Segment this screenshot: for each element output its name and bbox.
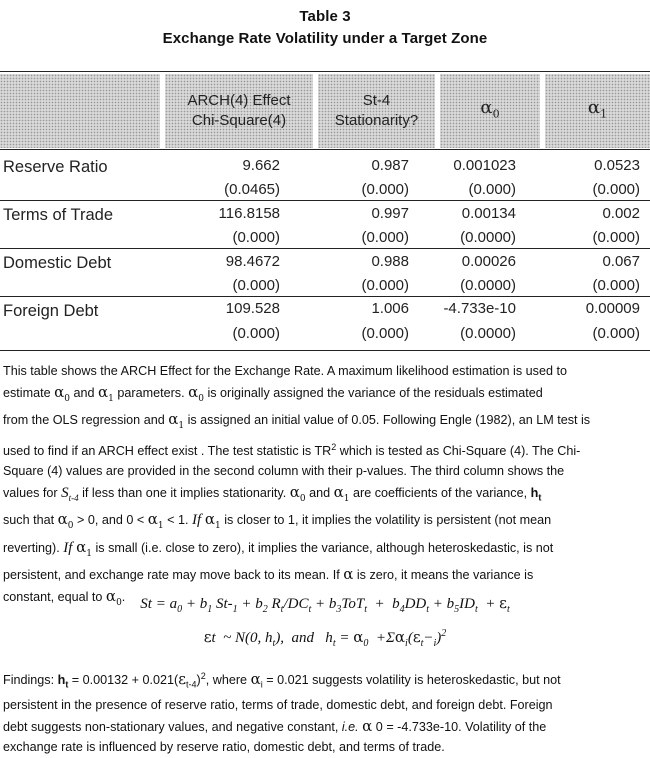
cell-pvalue: (0.000) <box>361 325 409 342</box>
table-number: Table 3 <box>299 8 351 25</box>
cell-pvalue: (0.000) <box>232 277 280 294</box>
cell-value: 0.987 <box>371 157 409 174</box>
cell-value: 0.001023 <box>453 157 516 174</box>
note-line: constant, equal to $\alpha_0$. <box>3 586 126 608</box>
header-alpha0-symbol: $\alpha_0$ <box>480 96 500 121</box>
cell-value: 9.662 <box>242 157 280 174</box>
cell-pvalue: (0.000) <box>232 229 280 246</box>
cell-pvalue: (0.000) <box>361 181 409 198</box>
row-separator <box>0 200 650 201</box>
note-line: values for $S_{t-4}$ if less than one it implies stationarity. $\alpha_0$ and $\alpha_1$ are coefficients of the variance, $h_t$ <box>3 482 542 504</box>
cell-pvalue: (0.000) <box>468 181 516 198</box>
note-line: estimate $\alpha_0$ and $\alpha_1$ parameters. $\alpha_0$ is originally assigned the variance of the residuals estimated <box>3 382 543 404</box>
header-bottom-rule <box>0 149 650 150</box>
row-label-domestic-debt: Domestic Debt <box>3 254 112 272</box>
note-line: from the OLS regression and $\alpha_1$ is assigned an initial value of 0.05. Following Engle (1982), an LM test is <box>3 410 591 431</box>
row-label-foreign-debt: Foreign Debt <box>3 302 99 320</box>
cell-value: 0.067 <box>602 253 640 270</box>
note-line: reverting). If $\alpha_1$ is small (i.e. close to zero), it implies the variance, although heteroskedastic, is not <box>3 537 554 559</box>
cell-value: 109.528 <box>225 300 280 317</box>
mean-equation: $St = a_0 + b_1$ $St-_1 + b_2$ $R_t/DC_t + b_3ToT_t + b_4DD_t + b_5ID_t + \varepsilon_t$ <box>140 594 510 615</box>
cell-value: 1.006 <box>371 300 409 317</box>
cell-pvalue: (0.000) <box>361 229 409 246</box>
table-note <box>3 361 643 613</box>
cell-value: -4.733e-10 <box>443 300 516 317</box>
note-line: Square (4) values are provided in the second column with their p-values. The third column shows the <box>3 464 565 479</box>
table-bottom-rule <box>0 350 650 351</box>
cell-value: 0.988 <box>371 253 409 270</box>
cell-value: 0.00009 <box>585 300 640 317</box>
cell-pvalue: (0.000) <box>232 325 280 342</box>
cell-pvalue: (0.000) <box>592 229 640 246</box>
cell-pvalue: (0.000) <box>592 181 640 198</box>
row-label-terms-of-trade: Terms of Trade <box>3 206 114 224</box>
header-alpha0 <box>440 74 540 148</box>
cell-pvalue: (0.000) <box>592 325 640 342</box>
row-label-reserve-ratio: Reserve Ratio <box>3 158 108 176</box>
header-alpha1-symbol: $\alpha_1$ <box>587 96 608 121</box>
findings <box>3 666 643 758</box>
cell-pvalue: (0.0000) <box>460 277 516 294</box>
row-separator <box>0 248 650 249</box>
findings-line: persistent in the presence of reserve ratio, terms of trade, domestic debt, and foreign debt. Foreign <box>3 698 553 713</box>
header-arch-line1: ARCH(4) Effect <box>187 92 291 109</box>
header-st-line2: Stationarity? <box>334 112 419 129</box>
cell-pvalue: (0.000) <box>361 277 409 294</box>
header-arch-effect <box>165 74 313 148</box>
cell-pvalue: (0.000) <box>592 277 640 294</box>
findings-line: exchange rate is influenced by reserve ratio, domestic debt, and terms of trade. <box>3 740 445 755</box>
header-arch-line2: Chi-Square(4) <box>191 112 287 129</box>
note-line: used to find if an ARCH effect exist . The test statistic is $TR^2$ which is tested as Chi-Square (4). The Chi- <box>3 441 581 458</box>
table-title: Exchange Rate Volatility under a Target Zone <box>162 30 488 47</box>
header-blank-cell <box>0 74 160 148</box>
cell-value: 0.00134 <box>461 205 516 222</box>
header-st-line1: St-4 <box>362 92 391 109</box>
cell-pvalue: (0.0000) <box>460 229 516 246</box>
cell-value: 98.4672 <box>225 253 280 270</box>
findings-line: debt suggests non-stationary values, and negative constant, i.e. α 0 = -4.733e-10. Volatility of the <box>3 716 547 735</box>
header-alpha1 <box>545 74 650 148</box>
cell-value: 0.0523 <box>594 157 640 174</box>
header-stationarity <box>318 74 435 148</box>
note-line: This table shows the ARCH Effect for the Exchange Rate. A maximum likelihood estimation is used to <box>3 364 567 378</box>
cell-value: 116.8158 <box>218 205 280 222</box>
row-separator <box>0 296 650 297</box>
variance-equation: εt ~ N(0, $h_t$), and $h_t = \alpha_0 +\Sigma\alpha_i(\varepsilon_t-_i)^2$ <box>203 628 447 649</box>
cell-value: 0.00026 <box>461 253 516 270</box>
note-line: such that $\alpha_0 > 0$, and $0 < \alpha_1 < 1$. If $\alpha_1$ is closer to 1, it implies the volatility is persistent (not mean <box>3 510 552 532</box>
cell-pvalue: (0.0000) <box>460 325 516 342</box>
note-line: persistent, and exchange rate may move back to its mean. If α is zero, it means the variance is <box>3 565 534 584</box>
cell-value: 0.002 <box>602 205 640 222</box>
cell-pvalue: (0.0465) <box>224 181 280 198</box>
top-rule <box>0 71 650 72</box>
cell-value: 0.997 <box>371 205 409 222</box>
findings-line: Findings: $h_t = 0.00132 + 0.021(\varepsilon_{t-4})^2$, where $\alpha_i = 0.021$ suggests volatility is heteroskedastic, but not <box>3 670 561 690</box>
